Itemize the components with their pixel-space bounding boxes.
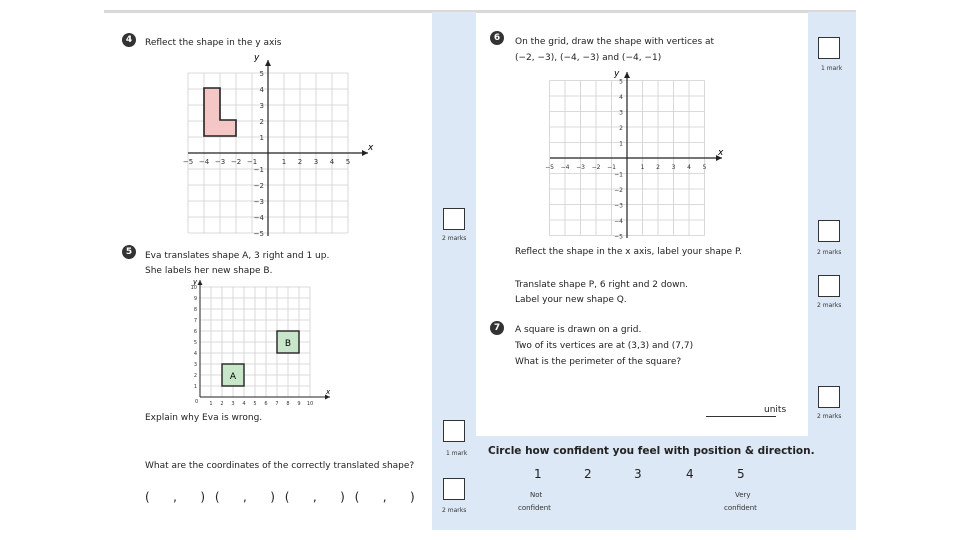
confidence-high-label-2: confident [724,504,757,512]
question-6-line2: (−2, −3), (−4, −3) and (−4, −1) [515,53,662,63]
question-6-translate2: Label your new shape Q. [515,295,627,305]
q6-y-tick-label: −2 [614,187,623,194]
confidence-high-label-1: Very [735,491,751,499]
q5-x-tick-label: 7 [275,401,279,407]
q4-x-tick-label: −3 [214,158,226,166]
question-6-line1: On the grid, draw the shape with vertices at [515,37,715,47]
q4-x-tick-label: −1 [246,158,258,166]
q5-y-tick-label: 9 [193,296,197,302]
q7-mark-box[interactable] [818,386,840,408]
q4-y-tick-label: 3 [259,102,264,110]
q4-y-tick-label: −5 [253,230,264,238]
q4-x-tick-label: −5 [182,158,194,166]
question-6-translate1: Translate shape P, 6 right and 2 down. [515,280,689,290]
q4-y-axis-label: y [254,53,260,63]
confidence-option-1[interactable]: 1 [534,467,542,481]
q5a-marks-label: 1 mark [446,450,468,457]
question-5-number: 5 [122,245,136,259]
q5-x-tick-label: 10 [306,401,314,407]
q4-y-tick-label: 4 [259,86,264,94]
q6-y-axis-label: y [614,69,620,79]
q5-y-axis-label: y [193,278,198,286]
q4-y-tick-label: −2 [253,182,264,190]
q4-x-axis-label: x [368,143,374,153]
q5b-marks-label: 2 marks [442,507,467,514]
q6-x-tick-label: −4 [560,164,570,171]
q4-y-tick-label: −3 [253,198,264,206]
q6-y-tick-label: −4 [614,218,623,225]
confidence-option-3[interactable]: 3 [634,467,642,481]
question-5-line1: Eva translates shape A, 3 right and 1 up. [145,251,330,261]
question-6-number: 6 [490,31,504,45]
q4-marks-label: 2 marks [442,235,467,242]
q6-y-tick-label: −5 [614,233,623,241]
q4-x-tick-label: 1 [281,158,287,166]
q7-marks-label: 2 marks [817,413,842,420]
q6-x-tick-label: 1 [640,164,645,171]
q4-l-shape [204,88,236,136]
q5-coordinates-question: What are the coordinates of the correctly translated shape? [145,461,415,471]
q5-y-tick-label: 10 [190,285,197,291]
q5-y-tick-label: 6 [193,329,197,335]
q5-y-tick-label: 8 [193,307,197,313]
q5a-mark-box[interactable] [443,420,465,442]
confidence-option-2[interactable]: 2 [584,467,592,481]
q6-y-tick-label: 5 [619,78,623,86]
question-7-number: 7 [490,321,504,335]
q6-x-tick-label: 4 [687,164,691,171]
q5-shape-a-label: A [229,372,237,382]
q5-x-tick-label: 5 [253,401,257,407]
confidence-low-label-2: confident [518,504,551,512]
q7-units-label: units [764,405,787,415]
q6-x-tick-label: 5 [702,164,707,171]
confidence-title: Circle how confident you feel with position & direction. [488,445,815,457]
q5-x-tick-label: 4 [242,401,246,407]
q6-reflect-marks-label: 2 marks [817,249,842,256]
q5-x-tick-label: 6 [264,401,268,407]
q5-x-axis-label: x [326,388,331,396]
q6-x-tick-label: −2 [591,164,601,171]
q4-mark-box[interactable] [443,208,465,230]
q5-explain-prompt: Explain why Eva is wrong. [145,413,263,423]
q6-x-tick-label: −3 [576,164,585,171]
confidence-option-5[interactable]: 5 [737,467,745,481]
q4-coordinate-grid[interactable] [170,46,380,242]
q5-y-tick-label: 7 [193,318,197,324]
q4-y-tick-label: 1 [259,134,264,142]
q5-y-tick-label: 1 [193,384,197,390]
q5b-mark-box[interactable] [443,478,465,500]
q6-x-tick-label: 2 [656,164,660,171]
q6-draw-mark-box[interactable] [818,37,840,59]
question-4-number: 4 [122,33,136,47]
right-mark-column [808,12,856,530]
q5-x-tick-label: 1 [209,401,213,407]
q5-coordinates-answer[interactable]: ( , ) ( , ) ( , ) ( , ) [145,490,418,504]
q4-x-tick-label: 3 [313,158,319,166]
q6-x-tick-label: −5 [545,164,554,171]
q5-y-tick-label: 5 [193,340,197,346]
q6-x-axis-label: x [718,148,724,158]
q5-y-tick-label: 3 [193,362,197,368]
question-4-instruction: Reflect the shape in the y axis [145,38,282,48]
q5-x-tick-label: 3 [231,401,235,407]
q4-y-tick-label: 2 [259,118,264,126]
q5-origin-label: 0 [195,399,199,405]
q6-y-tick-label: 4 [619,94,623,101]
question-7-line3: What is the perimeter of the square? [515,357,682,367]
q5-y-tick-label: 2 [193,373,197,379]
q4-x-tick-label: 5 [345,158,351,166]
question-7-line2: Two of its vertices are at (3,3) and (7,7) [515,341,694,351]
q4-x-tick-label: 4 [329,158,335,166]
q4-y-tick-label: −4 [253,214,264,222]
q4-x-tick-label: −2 [230,158,242,166]
q4-y-tick-label: 5 [259,70,264,78]
q6-x-tick-label: −1 [607,164,616,171]
q4-x-tick-label: 2 [297,158,303,166]
question-5-line2: She labels her new shape B. [145,266,273,276]
q6-x-tick-label: 3 [671,164,676,171]
q6-draw-marks-label: 1 mark [821,65,843,72]
q6-y-tick-label: −3 [614,202,623,210]
question-6-reflect: Reflect the shape in the x axis, label your shape P. [515,247,742,257]
q5-shape-b-label: B [284,339,292,349]
q6-translate-mark-box[interactable] [818,275,840,297]
q4-y-tick-label: −1 [253,166,264,174]
q6-y-tick-label: 2 [619,125,623,132]
confidence-option-4[interactable]: 4 [686,467,694,481]
q6-y-tick-label: 3 [619,109,623,117]
q5-coordinate-grid [192,276,338,412]
q4-x-tick-label: −4 [198,158,210,166]
confidence-low-label-1: Not [530,491,543,499]
q6-coordinate-grid[interactable] [540,66,730,244]
q6-y-tick-label: 1 [619,140,623,148]
q6-reflect-mark-box[interactable] [818,220,840,242]
q5-x-tick-label: 9 [297,401,301,407]
q6-translate-marks-label: 2 marks [817,302,842,309]
q5-x-tick-label: 8 [286,401,290,407]
q5-y-tick-label: 4 [193,351,197,357]
q6-y-tick-label: −1 [614,171,623,179]
q5-x-tick-label: 2 [220,401,224,407]
question-7-line1: A square is drawn on a grid. [515,325,642,335]
